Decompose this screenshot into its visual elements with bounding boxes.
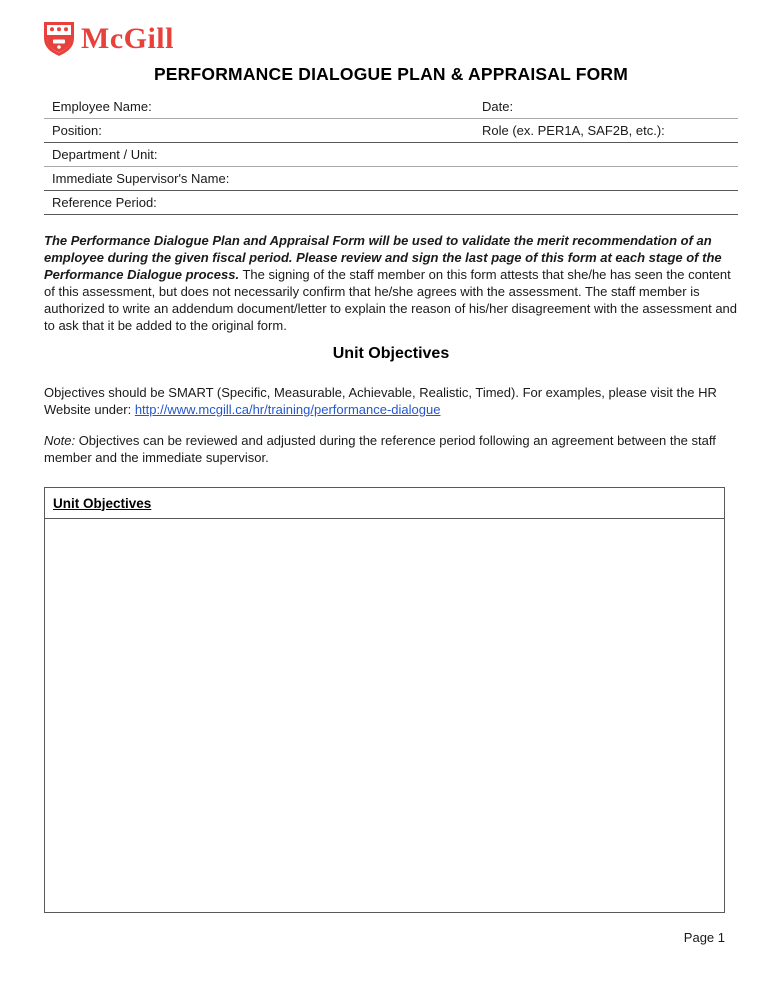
department-label: Department / Unit:: [52, 147, 158, 162]
field-row-position-role: [44, 119, 738, 143]
mcgill-logo: [44, 20, 738, 58]
field-row-employee-date: [44, 95, 738, 119]
employee-name-blank[interactable]: [152, 95, 738, 118]
intro-bold-italic: The Performance Dialogue Plan and Appraisal Form will be used to validate the merit recommendation of an employee during the given fiscal period. Please review and sign the last page of this form at each stage of the Performance Dialogue process.: [44, 233, 722, 282]
unit-objectives-box: [44, 487, 725, 913]
supervisor-label: Immediate Supervisor's Name:: [52, 171, 230, 186]
note-text: Objectives can be reviewed and adjusted during the reference period following an agreement between the staff member and the immediate supervisor.: [44, 433, 716, 465]
supervisor-blank[interactable]: [229, 167, 738, 190]
unit-objectives-box-content[interactable]: [45, 519, 724, 912]
field-row-department: [44, 143, 738, 167]
mcgill-shield-icon: [44, 22, 74, 56]
note-label: Note:: [44, 433, 76, 448]
hr-website-link[interactable]: http://www.mcgill.ca/hr/training/performance-dialogue: [134, 402, 441, 417]
position-label: Position:: [52, 123, 102, 138]
intro-regular: The signing of the staff member on this form attests that she/he has seen the content of this assessment, but does not necessarily confirm that he/she agrees with the assessment. The staff member is authorized to write an addendum document/letter to explain the reason of his/her disagreement with the assessment and to ask that it be added to the original form.: [44, 267, 738, 333]
form-fields: [44, 95, 738, 215]
page-title: PERFORMANCE DIALOGUE PLAN & APPRAISAL FORM: [153, 64, 629, 84]
smart-text: Objectives should be SMART (Specific, Measurable, Achievable, Realistic, Timed). For examples, please visit the HR Website under:: [44, 385, 717, 417]
date-label: Date:: [482, 99, 514, 114]
employee-name-label: Employee Name:: [52, 99, 152, 114]
unit-objectives-heading: Unit Objectives: [332, 345, 450, 362]
unit-objectives-box-title: Unit Objectives: [53, 495, 152, 511]
field-row-supervisor: [44, 167, 738, 191]
intro-paragraph: [44, 232, 738, 334]
unit-objectives-box-header: [45, 488, 724, 519]
note-paragraph: [44, 432, 738, 466]
page-number: Page 1: [683, 930, 725, 945]
reference-period-label: Reference Period:: [52, 195, 157, 210]
field-row-reference-period: [44, 191, 738, 215]
mcgill-wordmark: McGill: [81, 22, 174, 55]
reference-period-blank[interactable]: [157, 191, 738, 214]
role-label: Role (ex. PER1A, SAF2B, etc.):: [482, 123, 665, 138]
smart-paragraph: [44, 384, 738, 418]
department-blank[interactable]: [158, 143, 739, 166]
